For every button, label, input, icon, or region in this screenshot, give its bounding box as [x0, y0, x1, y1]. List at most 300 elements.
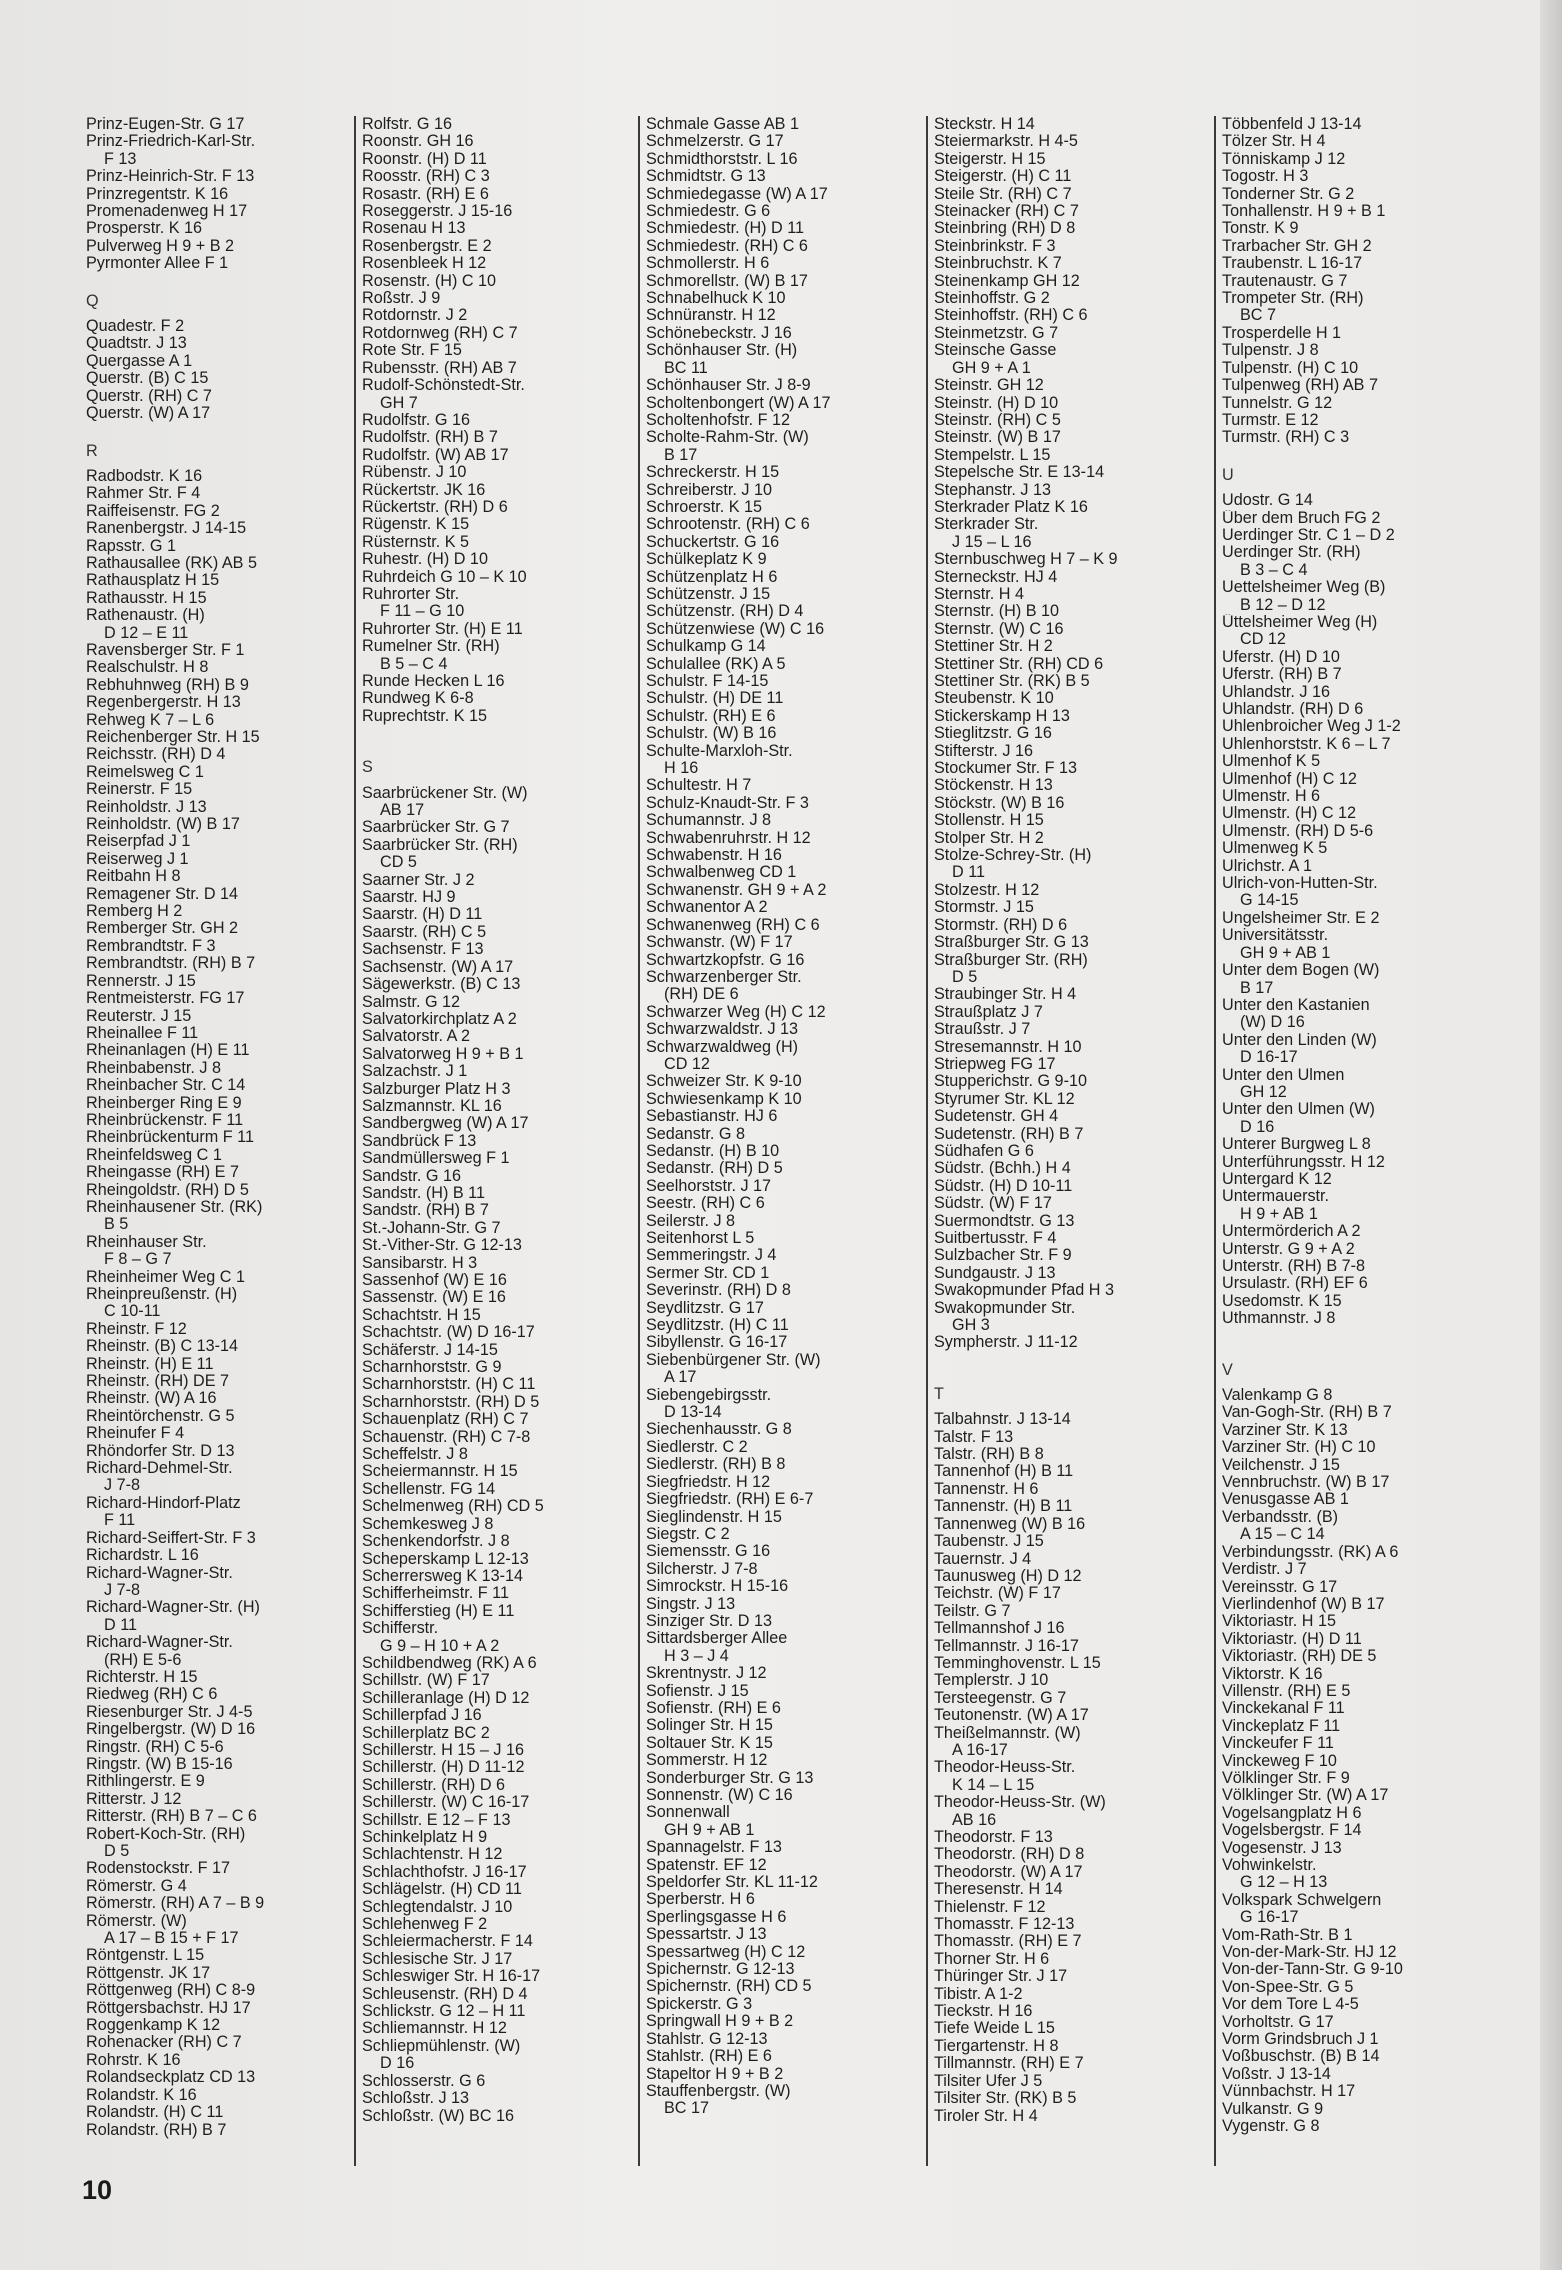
index-entry: Schulstr. (W) B 16: [646, 725, 777, 743]
index-entry: Seitenhorst L 5: [646, 1230, 755, 1247]
index-entry: Schulstr. (RH) E 6: [646, 707, 776, 725]
index-entry: Stapeltor H 9 + B 2: [646, 2065, 784, 2083]
index-entry-continuation: D 16: [1240, 1118, 1275, 1136]
index-entry: Uettelsheimer Weg (B): [1222, 579, 1386, 597]
index-entry: Rheinallee F 11: [86, 1024, 199, 1042]
index-entry: Stöckstr. (W) B 16: [934, 794, 1065, 812]
index-entry: Rembrandtstr. (RH) B 7: [86, 955, 256, 973]
index-entry-continuation: GH 9 + A 1: [952, 359, 1031, 377]
index-entry: Schachtstr. H 15: [362, 1306, 481, 1324]
index-entry: Reuterstr. J 15: [86, 1007, 192, 1025]
index-entry: Steinstr. (W) B 17: [934, 429, 1061, 447]
index-entry: Ulmenstr. H 6: [1222, 788, 1321, 806]
index-entry: Seestr. (RH) C 6: [646, 1195, 765, 1213]
index-entry: Richterstr. H 15: [86, 1668, 198, 1686]
index-entry: Ruhrorter Str. (H) E 11: [362, 620, 523, 638]
index-entry: Scholtenhofstr. F 12: [646, 411, 790, 429]
index-entry: Tiefe Weide L 15: [934, 2020, 1055, 2038]
index-entry: Uhlenhorststr. K 6 – L 7: [1222, 735, 1391, 753]
index-entry: Solinger Str. H 15: [646, 1717, 773, 1735]
index-entry: Viktoriastr. (H) D 11: [1222, 1630, 1362, 1648]
index-entry: Quadtstr. J 13: [86, 335, 187, 353]
index-entry-continuation: GH 12: [1240, 1083, 1287, 1101]
index-entry: Stephanstr. J 13: [934, 481, 1051, 499]
spacer: [1222, 1328, 1522, 1342]
index-entry: Rosenbergstr. E 2: [362, 237, 492, 255]
index-entry: Tilsiter Ufer J 5: [934, 2072, 1043, 2090]
index-entry: Saarstr. (RH) C 5: [362, 923, 487, 941]
index-entry: Theodor-Heuss-Str.: [934, 1759, 1076, 1777]
index-entry: Spatenstr. EF 12: [646, 1856, 767, 1874]
index-entry: Thomasstr. (RH) E 7: [934, 1933, 1082, 1951]
index-entry: Rehweg K 7 – L 6: [86, 711, 215, 729]
index-entry: Sandbrück F 13: [362, 1132, 477, 1150]
spacer: [86, 423, 348, 437]
index-entry: Vygenstr. G 8: [1222, 2118, 1320, 2136]
index-entry: Stollenstr. H 15: [934, 812, 1044, 830]
index-entry: Sandstr. (H) B 11: [362, 1184, 485, 1202]
index-entry: Ritterstr. (RH) B 7 – C 6: [86, 1808, 257, 1826]
index-entry: Ringstr. (W) B 15-16: [86, 1755, 233, 1773]
index-entry: Ruhrorter Str.: [362, 585, 460, 603]
index-entry: Rudolfstr. (RH) B 7: [362, 429, 498, 447]
index-entry: Richard-Wagner-Str.: [86, 1634, 233, 1652]
index-entry: Scheffelstr. J 8: [362, 1446, 468, 1464]
index-entry: Tannenstr. (H) B 11: [934, 1498, 1073, 1516]
index-entry: Rembrandtstr. F 3: [86, 937, 216, 955]
index-entry: Tulpenstr. (H) C 10: [1222, 359, 1359, 377]
column-3: [638, 116, 924, 2166]
spacer: [362, 725, 632, 739]
index-entry: Siemensstr. G 16: [646, 1543, 771, 1561]
index-entry: Schlosserstr. G 6: [362, 2072, 486, 2090]
index-entry: Schumannstr. J 8: [646, 812, 772, 830]
index-entry: Steinmetzstr. G 7: [934, 324, 1059, 342]
index-entry: Sternstr. (W) C 16: [934, 620, 1064, 638]
column-1: [80, 116, 348, 2166]
index-entry: Tiergartenstr. H 8: [934, 2037, 1059, 2055]
index-entry: Schillstr. (W) F 17: [362, 1672, 490, 1690]
index-entry: Reinholdstr. J 13: [86, 798, 207, 816]
index-entry: Schleusenstr. (RH) D 4: [362, 1985, 528, 2003]
index-entry: Runde Hecken L 16: [362, 673, 505, 690]
index-entry: Skrentnystr. J 12: [646, 1665, 767, 1683]
index-entry: Quadestr. F 2: [86, 318, 185, 336]
index-entry: Rudolfstr. G 16: [362, 411, 470, 429]
index-entry: Rüsternstr. K 5: [362, 533, 470, 551]
index-entry: Semmeringstr. J 4: [646, 1247, 777, 1265]
index-entry: Siegstr. C 2: [646, 1525, 730, 1543]
index-entry: Teilstr. G 7: [934, 1602, 1011, 1620]
index-entry: Untergard K 12: [1222, 1170, 1332, 1188]
index-entry: Suitbertusstr. F 4: [934, 1230, 1057, 1247]
index-entry-continuation: AB 16: [952, 1811, 997, 1829]
index-entry: Reichenberger Str. H 15: [86, 729, 260, 746]
index-entry: Schmelzerstr. G 17: [646, 133, 784, 151]
index-entry: Sermer Str. CD 1: [646, 1264, 770, 1282]
index-entry: Schwanstr. (W) F 17: [646, 934, 793, 952]
index-entry: Sterkrader Platz K 16: [934, 498, 1088, 516]
index-entry: Völklinger Str. F 9: [1222, 1769, 1350, 1787]
index-entry: Untermörderich A 2: [1222, 1223, 1361, 1241]
index-entry: Springwall H 9 + B 2: [646, 2013, 794, 2031]
index-entry: Straußplatz J 7: [934, 1003, 1043, 1021]
index-entry: Tieckstr. H 16: [934, 2003, 1033, 2021]
index-entry: Schmorellstr. (W) B 17: [646, 272, 808, 290]
index-entry: Reinerstr. F 15: [86, 781, 193, 799]
index-entry: Talstr. (RH) B 8: [934, 1446, 1044, 1464]
index-entry: St.-Vither-Str. G 12-13: [362, 1237, 522, 1255]
index-entry: Völklinger Str. (W) A 17: [1222, 1787, 1389, 1805]
column-4: [926, 116, 1210, 2166]
index-entry: Steinacker (RH) C 7: [934, 203, 1079, 221]
index-entry: Siechenhausstr. G 8: [646, 1421, 792, 1439]
index-entry: Schwiesenkamp K 10: [646, 1090, 802, 1108]
index-entry: Von-der-Mark-Str. HJ 12: [1222, 1944, 1397, 1962]
index-entry: Swakopmunder Str.: [934, 1299, 1076, 1317]
index-entry: Ulmenhof (H) C 12: [1222, 770, 1357, 788]
index-entry: Silcherstr. J 7-8: [646, 1560, 758, 1578]
index-entry: Volkspark Schwelgern: [1222, 1891, 1382, 1909]
index-entry: Schmiedegasse (W) A 17: [646, 185, 828, 203]
index-entry: Schifferstr.: [362, 1620, 439, 1638]
index-entry: Vinckeufer F 11: [1222, 1735, 1334, 1753]
index-entry: Sommerstr. H 12: [646, 1752, 768, 1770]
index-entry: Talbahnstr. J 13-14: [934, 1411, 1071, 1429]
index-entry: Reiserpfad J 1: [86, 833, 191, 851]
index-entry: Ulmenhof K 5: [1222, 753, 1321, 771]
index-entry: Schmiedestr. G 6: [646, 203, 771, 221]
index-entry: Reimelsweg C 1: [86, 763, 204, 781]
index-entry: Schützenstr. (RH) D 4: [646, 603, 804, 621]
index-entry: Schemkesweg J 8: [362, 1515, 494, 1533]
index-entry: Vinckeweg F 10: [1222, 1752, 1337, 1770]
index-entry: Rolandseckplatz CD 13: [86, 2069, 256, 2087]
index-entry: Rosenstr. (H) C 10: [362, 272, 497, 290]
index-entry: Scherrersweg K 13-14: [362, 1567, 524, 1585]
index-entry: Rheinbrückenturm F 11: [86, 1129, 254, 1147]
index-entry: Röttgersbachstr. HJ 17: [86, 1999, 251, 2017]
index-entry: Ulrichstr. A 1: [1222, 857, 1312, 875]
index-entry: Rheinbabenstr. J 8: [86, 1059, 221, 1077]
index-entry: Schillerstr. (RH) D 6: [362, 1776, 506, 1794]
index-entry: Uthmannstr. J 8: [1222, 1310, 1336, 1328]
index-entry: Spessartweg (H) C 12: [646, 1943, 806, 1961]
index-entry: Scharnhorststr. (RH) D 5: [362, 1393, 540, 1411]
index-entry: Straßburger Str. (RH): [934, 951, 1088, 969]
index-entry: Severinstr. (RH) D 8: [646, 1282, 791, 1300]
index-entry: Rathenaustr. (H): [86, 607, 205, 625]
index-entry: Sonnenstr. (W) C 16: [646, 1787, 793, 1804]
index-entry: Salmstr. G 12: [362, 993, 461, 1011]
index-entry: Rudolfstr. (W) AB 17: [362, 446, 509, 464]
index-entry: Többenfeld J 13-14: [1222, 116, 1362, 133]
index-entry: Prinz-Friedrich-Karl-Str.: [86, 133, 256, 151]
index-entry: Rentmeisterstr. FG 17: [86, 990, 245, 1008]
index-entry: Schloßstr. J 13: [362, 2090, 470, 2108]
index-entry: Schilleranlage (H) D 12: [362, 1689, 530, 1707]
index-entry-continuation: B 12 – D 12: [1240, 596, 1326, 614]
index-entry: Schloßstr. (W) BC 16: [362, 2107, 515, 2125]
index-entry: Teutonenstr. (W) A 17: [934, 1707, 1089, 1725]
index-entry: Usedomstr. K 15: [1222, 1292, 1342, 1310]
index-entry: Rubensstr. (RH) AB 7: [362, 359, 517, 377]
index-entry-continuation: GH 7: [380, 394, 418, 412]
index-entry: Schwarzer Weg (H) C 12: [646, 1003, 826, 1021]
index-entry: Schwanentor A 2: [646, 899, 768, 917]
index-entry: Rolandstr. K 16: [86, 2086, 197, 2104]
index-entry: Stettiner Str. (RH) CD 6: [934, 655, 1104, 673]
index-entry: Voßstr. J 13-14: [1222, 2065, 1331, 2083]
index-entry: Schleiermacherstr. F 14: [362, 1933, 533, 1951]
index-entry: Quergasse A 1: [86, 352, 193, 370]
index-entry: Schlägelstr. (H) CD 11: [362, 1881, 522, 1899]
index-entry: Sandbergweg (W) A 17: [362, 1115, 529, 1133]
index-entry: Stempelstr. L 15: [934, 446, 1051, 464]
index-entry-continuation: B 17: [664, 446, 698, 464]
index-entry: Stöckenstr. H 13: [934, 777, 1053, 795]
index-entry-continuation: H 3 – J 4: [664, 1647, 729, 1665]
index-entry-continuation: CD 5: [380, 854, 417, 872]
index-entry: Tibistr. A 1-2: [934, 1985, 1023, 2003]
index-entry: Theißelmannstr. (W): [934, 1724, 1081, 1742]
index-entry: Schlesische Str. J 17: [362, 1950, 513, 1968]
index-entry: Unterstr. (RH) B 7-8: [1222, 1258, 1366, 1275]
index-entry: Stormstr. J 15: [934, 899, 1034, 917]
index-entry: Richard-Wagner-Str.: [86, 1564, 233, 1582]
index-entry: Vogesenstr. J 13: [1222, 1839, 1342, 1857]
index-entry-continuation: BC 11: [664, 359, 708, 377]
index-entry-continuation: D 5: [952, 968, 978, 986]
index-entry: Rapsstr. G 1: [86, 537, 176, 555]
index-entry-continuation: AB 17: [380, 802, 425, 820]
index-entry: Steinhoffstr. G 2: [934, 290, 1050, 308]
index-entry: Roosstr. (RH) C 3: [362, 168, 490, 186]
index-entry: Robert-Koch-Str. (RH): [86, 1825, 246, 1843]
index-entry: Viktoriastr. H 15: [1222, 1613, 1336, 1631]
index-entry: Schulstr. (H) DE 11: [646, 690, 784, 708]
index-entry: Ungelsheimer Str. E 2: [1222, 909, 1380, 927]
spacer: [934, 1352, 1210, 1366]
index-entry: Ringstr. (RH) C 5-6: [86, 1738, 224, 1756]
index-entry-continuation: H 16: [664, 760, 699, 778]
index-entry: Prinzregentstr. K 16: [86, 185, 229, 203]
index-entry: Stieglitzstr. G 16: [934, 725, 1052, 743]
index-entry: Schwarzwaldweg (H): [646, 1038, 799, 1056]
index-entry: Schulallee (RK) A 5: [646, 655, 786, 673]
index-entry: Sägewerkstr. (B) C 13: [362, 976, 521, 994]
index-entry: Schachtstr. (W) D 16-17: [362, 1324, 535, 1342]
section-letter: V: [1222, 1360, 1233, 1379]
index-entry: Simrockstr. H 15-16: [646, 1578, 789, 1596]
index-entry-continuation: D 12 – E 11: [104, 624, 189, 642]
index-entry: Ritterstr. J 12: [86, 1790, 182, 1808]
index-entry: Schülkeplatz K 9: [646, 551, 767, 569]
index-entry: Sudetenstr. (RH) B 7: [934, 1125, 1084, 1143]
index-entry: Tulpenweg (RH) AB 7: [1222, 377, 1378, 395]
index-entry: Schmidtstr. G 13: [646, 168, 766, 186]
index-entry: Sternstr. H 4: [934, 585, 1024, 603]
index-entry-continuation: K 14 – L 15: [952, 1776, 1035, 1794]
index-entry: Udostr. G 14: [1222, 492, 1313, 510]
spacer: [362, 739, 632, 753]
index-entry: Thielenstr. F 12: [934, 1898, 1046, 1916]
index-entry: Uerdinger Str. C 1 – D 2: [1222, 526, 1395, 544]
index-entry: Tersteegenstr. G 7: [934, 1689, 1067, 1707]
index-entry: Schlegtendalstr. J 10: [362, 1898, 513, 1916]
index-entry: Schillerpfad J 16: [362, 1707, 482, 1725]
index-entry: Siedlerstr. (RH) B 8: [646, 1456, 786, 1474]
index-entry-continuation: F 8 – G 7: [104, 1251, 172, 1269]
spacer: [86, 273, 348, 287]
index-entry: Untermauerstr.: [1222, 1188, 1330, 1206]
index-entry: Rheingasse (RH) E 7: [86, 1164, 239, 1182]
index-entry: Unter den Kastanien: [1222, 996, 1370, 1014]
index-entry: Trautenaustr. G 7: [1222, 272, 1348, 290]
index-entry: Vierlindenhof (W) B 17: [1222, 1595, 1385, 1613]
index-entry: Uferstr. (H) D 10: [1222, 648, 1340, 666]
index-entry: Unter den Ulmen (W): [1222, 1101, 1375, 1119]
index-entry: Steinbrinkstr. F 3: [934, 237, 1056, 255]
index-entry: Singstr. J 13: [646, 1595, 736, 1613]
index-entry: Sofienstr. J 15: [646, 1682, 749, 1700]
index-entry: Rübenstr. J 10: [362, 464, 467, 482]
index-entry: Stolzestr. H 12: [934, 881, 1040, 899]
index-entry: Trosperdelle H 1: [1222, 324, 1342, 342]
index-entry: Sperlingsgasse H 6: [646, 1908, 787, 1926]
index-entry-continuation: D 13-14: [664, 1404, 722, 1422]
index-entry: Prinz-Heinrich-Str. F 13: [86, 168, 255, 186]
index-entry: Schwarzwaldstr. J 13: [646, 1021, 799, 1039]
index-entry: Stepelsche Str. E 13-14: [934, 464, 1105, 482]
index-entry: St.-Johann-Str. G 7: [362, 1219, 501, 1237]
index-entry: Theodorstr. (RH) D 8: [934, 1846, 1085, 1864]
index-entry: Trompeter Str. (RH): [1222, 290, 1364, 308]
index-entry: Stahlstr. G 12-13: [646, 2030, 768, 2048]
index-entry: Rheinstr. (B) C 13-14: [86, 1338, 239, 1356]
index-entry: Schulstr. F 14-15: [646, 673, 769, 690]
index-entry: Rheinanlagen (H) E 11: [86, 1042, 250, 1060]
index-entry: Schreckerstr. H 15: [646, 464, 780, 482]
index-entry: Schützenplatz H 6: [646, 568, 778, 586]
index-entry: Rumelner Str. (RH): [362, 638, 500, 656]
index-entry: Uhlandstr. J 16: [1222, 683, 1330, 701]
index-entry: Querstr. (RH) C 7: [86, 387, 212, 405]
index-entry: Schönhauser Str. (H): [646, 342, 798, 360]
index-entry-continuation: D 16: [380, 2055, 415, 2073]
index-entry: Schützenstr. J 15: [646, 585, 771, 603]
index-entry: Rosenbleek H 12: [362, 255, 487, 273]
index-entry: Steigerstr. H 15: [934, 150, 1046, 168]
index-entry: Richard-Dehmel-Str.: [86, 1460, 233, 1478]
index-entry: Spessartstr. J 13: [646, 1926, 767, 1944]
index-entry: Schultestr. H 7: [646, 777, 752, 795]
index-entry: Stahlstr. (RH) E 6: [646, 2048, 772, 2066]
index-entry: Sedanstr. (H) B 10: [646, 1142, 780, 1160]
index-entry: Radbodstr. K 16: [86, 467, 203, 485]
index-entry: Rückertstr. (RH) D 6: [362, 498, 508, 516]
index-entry: Tunnelstr. G 12: [1222, 394, 1333, 412]
index-entry: Vor dem Tore L 4-5: [1222, 1996, 1359, 2014]
spacer: [1222, 1342, 1522, 1356]
index-entry: Rodenstockstr. F 17: [86, 1860, 230, 1878]
index-entry: Ulmenstr. (H) C 12: [1222, 805, 1357, 823]
index-entry: Riesenburger Str. J 4-5: [86, 1703, 253, 1721]
index-entry: Sandstr. G 16: [362, 1167, 461, 1185]
index-entry: Varziner Str. (H) C 10: [1222, 1439, 1376, 1457]
index-entry: Straußstr. J 7: [934, 1021, 1031, 1039]
index-entry: Vinckekanal F 11: [1222, 1700, 1345, 1718]
index-entry: Tonderner Str. G 2: [1222, 185, 1355, 203]
index-entry: Rathausplatz H 15: [86, 572, 220, 590]
index-entry: Uerdinger Str. (RH): [1222, 544, 1361, 562]
index-entry: Sansibarstr. H 3: [362, 1254, 478, 1272]
index-entry: Vom-Rath-Str. B 1: [1222, 1926, 1353, 1944]
index-entry: Valenkamp G 8: [1222, 1387, 1333, 1405]
index-entry: Rheintörchenstr. G 5: [86, 1407, 235, 1425]
index-entry: Sebastianstr. HJ 6: [646, 1108, 778, 1126]
index-entry: Stifterstr. J 16: [934, 742, 1033, 760]
index-entry: Tillmannstr. (RH) E 7: [934, 2055, 1084, 2073]
index-entry: Salzmannstr. KL 16: [362, 1097, 502, 1115]
index-entry-continuation: F 11: [104, 1512, 136, 1530]
index-entry: Sachsenstr. F 13: [362, 941, 484, 959]
index-entry: Vennbruchstr. (W) B 17: [1222, 1474, 1390, 1492]
index-entry: Südhafen G 6: [934, 1142, 1034, 1160]
index-entry: Steinbruchstr. K 7: [934, 255, 1062, 273]
index-entry: Schwalbenweg CD 1: [646, 864, 797, 882]
index-entry: Stupperichstr. G 9-10: [934, 1073, 1087, 1091]
index-entry: Sandstr. (RH) B 7: [362, 1202, 489, 1220]
index-entry: Tilsiter Str. (RK) B 5: [934, 2090, 1077, 2108]
index-entry: Stickerskamp H 13: [934, 707, 1070, 725]
index-entry: Siedlerstr. C 2: [646, 1438, 748, 1456]
index-entry: Roßstr. J 9: [362, 290, 441, 308]
index-entry-continuation: G 12 – H 13: [1240, 1874, 1328, 1892]
index-entry: Schönebeckstr. J 16: [646, 324, 792, 342]
index-entry: Seilerstr. J 8: [646, 1212, 736, 1230]
index-entry: Schillerstr. H 15 – J 16: [362, 1741, 524, 1759]
index-entry: Steinstr. (RH) C 5: [934, 411, 1061, 429]
index-entry: Sedanstr. (RH) D 5: [646, 1160, 783, 1178]
index-entry: Siegfriedstr. H 12: [646, 1473, 771, 1491]
index-entry: Sofienstr. (RH) E 6: [646, 1699, 781, 1717]
index-entry: Remberger Str. GH 2: [86, 920, 239, 938]
index-entry: Thomasstr. F 12-13: [934, 1916, 1075, 1934]
index-entry: Schlickstr. G 12 – H 11: [362, 2003, 526, 2021]
index-entry: Roggenkamp K 12: [86, 2017, 221, 2035]
index-entry: Spickerstr. G 3: [646, 1995, 753, 2013]
index-entry: Südstr. (H) D 10-11: [934, 1177, 1073, 1195]
index-entry: Tauernstr. J 4: [934, 1550, 1032, 1568]
index-entry: Sieglindenstr. H 15: [646, 1508, 782, 1526]
index-entry: Sassenhof (W) E 16: [362, 1272, 507, 1289]
index-entry: Röttgenweg (RH) C 8-9: [86, 1982, 256, 2000]
index-entry: Thorner Str. H 6: [934, 1950, 1050, 1968]
index-entry: Rheinstr. (H) E 11: [86, 1355, 214, 1373]
index-entry: Roseggerstr. J 15-16: [362, 203, 513, 221]
index-entry: Temminghovenstr. L 15: [934, 1654, 1101, 1672]
index-entry: Unterstr. G 9 + A 2: [1222, 1240, 1355, 1258]
index-entry: Steinsche Gasse: [934, 342, 1057, 360]
index-entry: Stolper Str. H 2: [934, 829, 1044, 847]
index-entry: Reitbahn H 8: [86, 868, 181, 886]
index-entry: Rohrstr. K 16: [86, 2051, 181, 2069]
index-entry-continuation: J 7-8: [104, 1581, 140, 1599]
index-entry: Sterneckstr. HJ 4: [934, 568, 1058, 586]
index-entry: Stettiner Str. (RK) B 5: [934, 673, 1090, 690]
index-entry: Schauenplatz (RH) C 7: [362, 1411, 529, 1429]
